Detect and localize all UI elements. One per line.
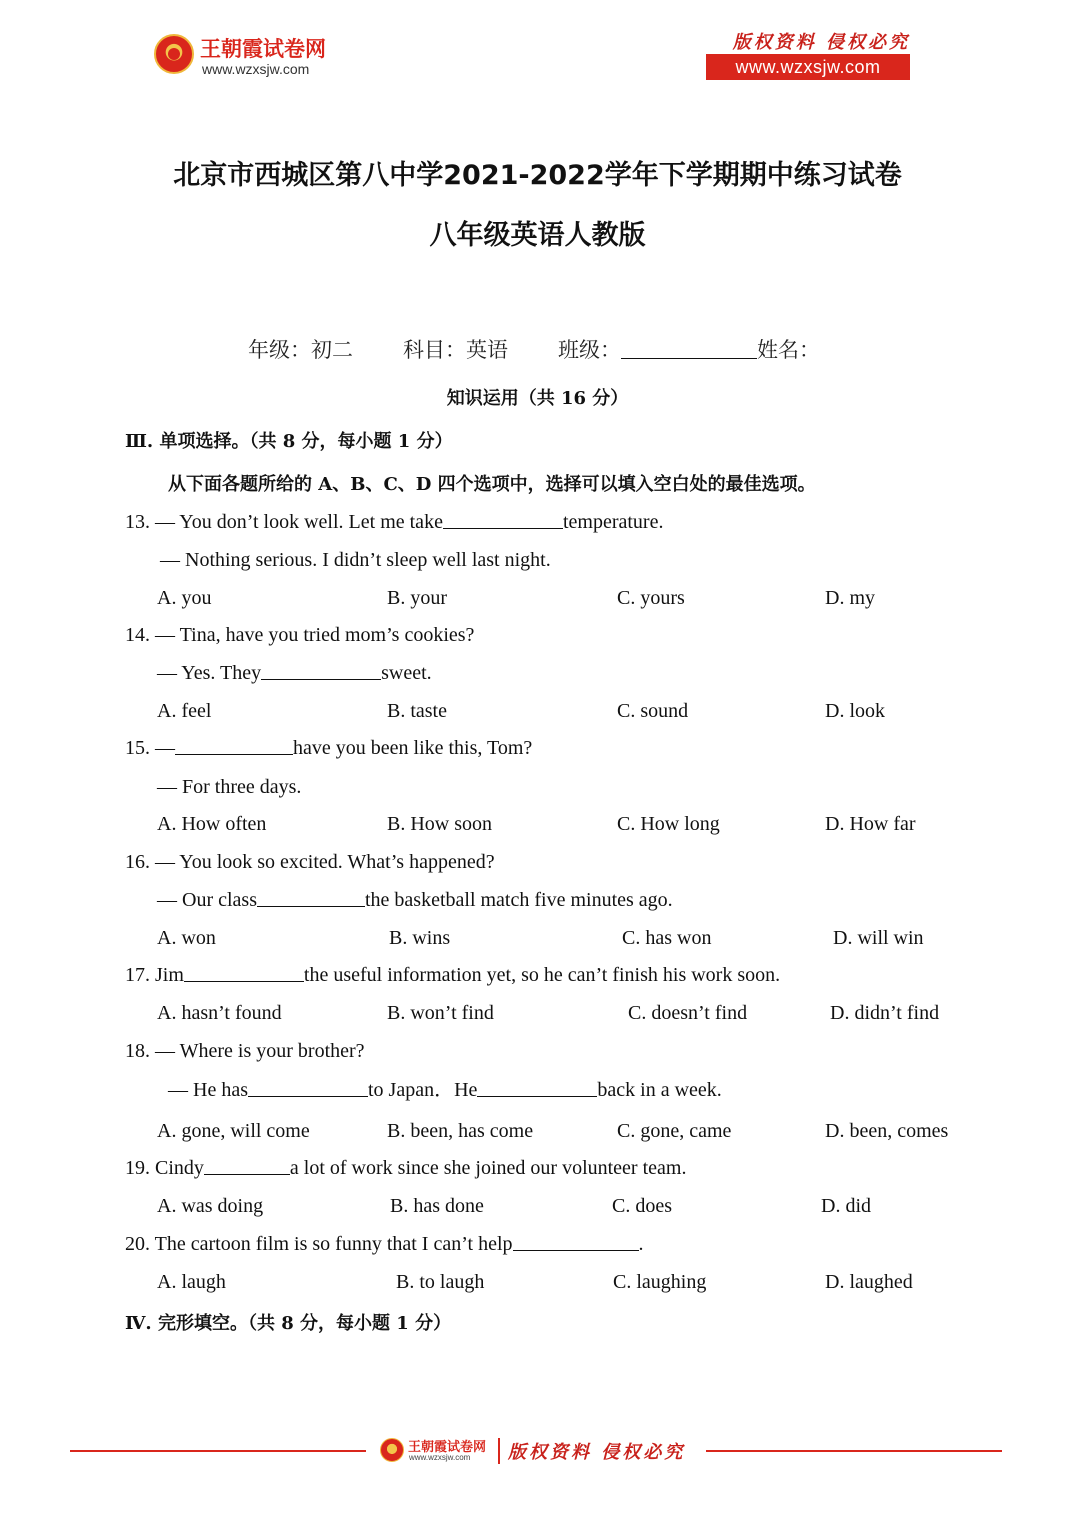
q17-stem-b: the useful information yet, so he can’t finish his work soon. xyxy=(303,964,781,986)
q18-blank-1 xyxy=(248,1078,368,1097)
part3-heading: Ⅲ. 单项选择。（共 8 分，每小题 1 分） xyxy=(125,431,453,452)
q18-option-d: D. been, comes xyxy=(825,1120,949,1142)
q16-blank xyxy=(257,888,365,907)
q13-stem-b: temperature. xyxy=(562,511,664,533)
q18-option-b: B. been, has come xyxy=(387,1120,534,1142)
q15-blank xyxy=(175,736,293,755)
q20-option-c: C. laughing xyxy=(613,1271,707,1293)
seal-logo-icon xyxy=(154,34,194,74)
q18-reply-a: — He has xyxy=(168,1079,248,1101)
q15-option-b: B. How soon xyxy=(387,813,493,835)
q13-reply: — Nothing serious. I didn’t sleep well last night. xyxy=(160,549,551,571)
q16-reply-a: — Our class xyxy=(157,889,257,911)
q20-stem-b: . xyxy=(638,1233,644,1255)
q13-option-b: B. your xyxy=(387,587,447,609)
q17-stem-a: 17. Jim xyxy=(125,964,184,986)
q16-option-d: D. will win xyxy=(833,927,924,949)
q14-option-c: C. sound xyxy=(617,700,689,722)
question-18: 18. — Where is your brother? xyxy=(125,1040,365,1062)
q19-option-c: C. does xyxy=(612,1195,672,1217)
q18-option-c: C. gone, came xyxy=(617,1120,732,1142)
q14-reply xyxy=(157,661,432,685)
q16-reply-b: the basketball match five minutes ago. xyxy=(364,889,673,911)
class-blank xyxy=(621,336,757,359)
q19-stem-b: a lot of work since she joined our volunteer team. xyxy=(289,1157,687,1179)
site-logo xyxy=(154,30,354,80)
q17-option-a: A. hasn’t found xyxy=(157,1002,282,1024)
footer-rule-right xyxy=(706,1450,1002,1452)
q18-reply-b: to Japan．He xyxy=(367,1079,478,1101)
q14-reply-b: sweet. xyxy=(381,662,432,684)
q15-stem-b: have you been like this, Tom? xyxy=(293,737,533,759)
q19-blank xyxy=(204,1156,290,1175)
exam-title: 北京市西城区第八中学2021-2022学年下学期期中练习试卷 xyxy=(173,160,902,191)
q20-stem-a: 20. The cartoon film is so funny that I can’t help xyxy=(125,1233,513,1255)
part3-instruction: 从下面各题所给的 A、B、C、D 四个选项中，选择可以填入空白处的最佳选项。 xyxy=(168,474,816,495)
q14-blank xyxy=(261,661,381,680)
q16-option-b: B. wins xyxy=(389,927,451,949)
q14-reply-a: — Yes. They xyxy=(157,662,262,684)
q20-blank xyxy=(513,1232,639,1251)
copyright-notice: 版权资料 侵权必究 xyxy=(732,32,910,53)
footer-brand xyxy=(380,1436,700,1468)
q15-reply: — For three days. xyxy=(157,776,302,798)
q17-option-c: C. doesn’t find xyxy=(628,1002,748,1024)
name-label: 姓名： xyxy=(757,338,820,362)
q16-option-a: A. won xyxy=(157,927,216,949)
subject-label: 科目：英语 xyxy=(403,338,508,362)
q18-reply-c: back in a week. xyxy=(597,1079,722,1101)
section-title: 知识运用（共 16 分） xyxy=(446,388,629,409)
q15-stem-a: 15. — xyxy=(125,737,175,759)
site-url-bar: www.wzxsjw.com xyxy=(706,54,910,80)
q14-option-b: B. taste xyxy=(387,700,447,722)
q17-option-b: B. won’t find xyxy=(387,1002,494,1024)
header-right xyxy=(706,28,910,80)
student-info-line xyxy=(248,334,820,364)
q16-reply xyxy=(157,888,673,912)
q14-option-d: D. look xyxy=(825,700,885,722)
q13-option-d: D. my xyxy=(825,587,875,609)
q15-option-c: C. How long xyxy=(617,813,720,835)
logo-url: www.wzxsjw.com xyxy=(202,61,310,77)
q20-option-a: A. laugh xyxy=(157,1271,226,1293)
q18-option-a: A. gone, will come xyxy=(157,1120,310,1142)
exam-subtitle: 八年级英语人教版 xyxy=(429,220,646,251)
q18-blank-2 xyxy=(477,1078,597,1097)
q14-option-a: A. feel xyxy=(157,700,212,722)
grade-label: 年级：初二 xyxy=(248,338,353,362)
question-20 xyxy=(125,1232,644,1256)
footer-copyright: 版权资料 侵权必究 xyxy=(508,1442,686,1463)
question-19 xyxy=(125,1156,686,1180)
footer-divider xyxy=(498,1438,500,1464)
footer-logo-url: www.wzxsjw.com xyxy=(409,1453,471,1462)
question-16: 16. — You look so excited. What’s happened? xyxy=(125,851,495,873)
question-13 xyxy=(125,510,663,534)
footer-seal-icon xyxy=(380,1438,404,1462)
logo-name: 王朝霞试卷网 xyxy=(200,38,326,61)
class-label: 班级： xyxy=(558,338,621,362)
question-14: 14. — Tina, have you tried mom’s cookies? xyxy=(125,624,475,646)
q17-option-d: D. didn’t find xyxy=(830,1002,940,1024)
q20-option-b: B. to laugh xyxy=(396,1271,485,1293)
q16-option-c: C. has won xyxy=(622,927,712,949)
q15-option-d: D. How far xyxy=(825,813,916,835)
q19-option-d: D. did xyxy=(821,1195,871,1217)
q13-stem-a: 13. — You don’t look well. Let me take xyxy=(125,511,443,533)
q13-blank xyxy=(443,510,563,529)
q19-option-a: A. was doing xyxy=(157,1195,264,1217)
question-17 xyxy=(125,963,780,987)
q17-blank xyxy=(184,963,304,982)
q20-option-d: D. laughed xyxy=(825,1271,913,1293)
q19-option-b: B. has done xyxy=(390,1195,484,1217)
q13-option-a: A. you xyxy=(157,587,212,609)
q18-reply xyxy=(168,1078,722,1102)
question-15 xyxy=(125,736,532,760)
q19-stem-a: 19. Cindy xyxy=(125,1157,204,1179)
footer-rule-left xyxy=(70,1450,366,1452)
part4-heading: Ⅳ. 完形填空。（共 8 分，每小题 1 分） xyxy=(125,1313,452,1334)
footer-logo-name: 王朝霞试卷网 xyxy=(408,1439,487,1454)
q15-option-a: A. How often xyxy=(157,813,267,835)
q13-option-c: C. yours xyxy=(617,587,685,609)
